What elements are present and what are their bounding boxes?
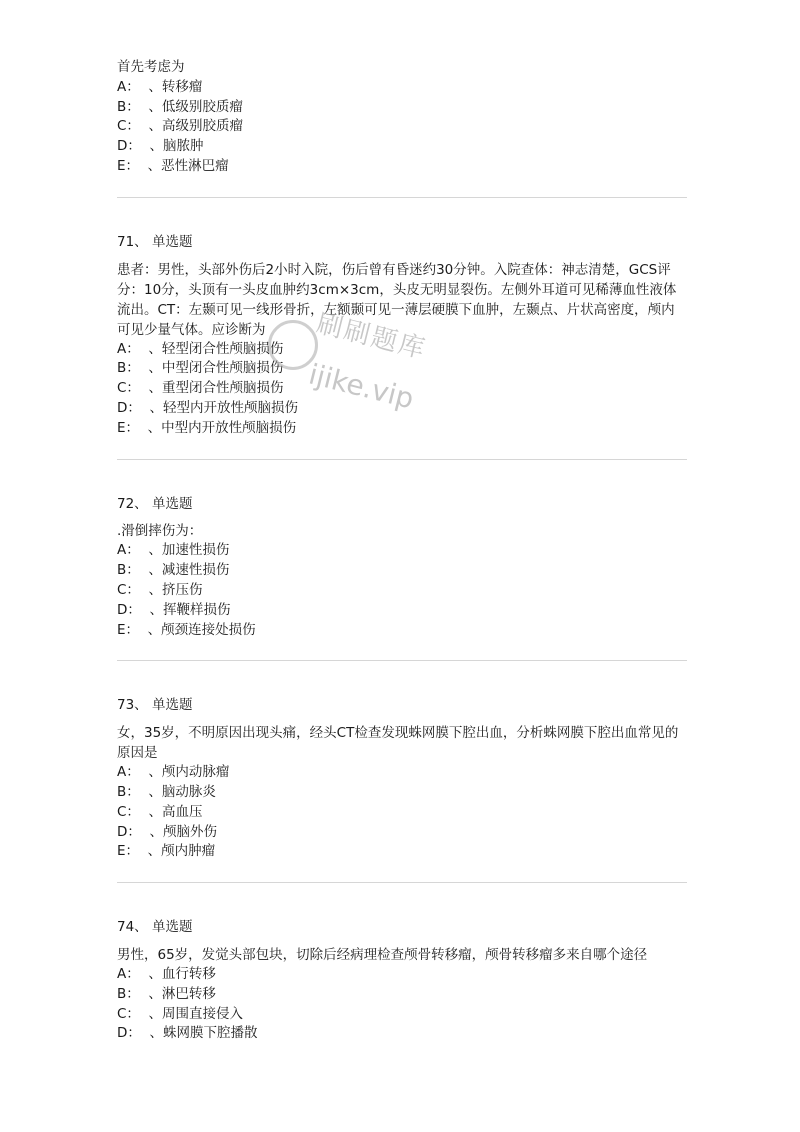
question-74 <box>117 918 687 1044</box>
question-header: 73、 单选题 <box>117 697 193 714</box>
option-b[interactable]: B： 、淋巴转移 <box>117 985 216 1002</box>
option-d[interactable]: D： 、轻型内开放性颅脑损伤 <box>117 399 298 416</box>
option-e[interactable]: E： 、颅内肿瘤 <box>117 843 216 860</box>
option-a[interactable]: A： 、血行转移 <box>117 965 216 982</box>
watermark-text: 刷刷题库 <box>313 308 430 366</box>
option-d[interactable]: D： 、挥鞭样损伤 <box>117 601 231 618</box>
option-c[interactable]: C： 、重型闭合性颅脑损伤 <box>117 380 284 397</box>
option-d[interactable]: D： 、蛛网膜下腔播散 <box>117 1025 258 1042</box>
option-c[interactable]: C： 、高血压 <box>117 803 203 820</box>
option-e[interactable]: E： 、颅颈连接处损伤 <box>117 621 256 638</box>
option-b[interactable]: B： 、减速性损伤 <box>117 562 230 579</box>
option-b[interactable]: B： 、中型闭合性颅脑损伤 <box>117 360 284 377</box>
option-a[interactable]: A： 、轻型闭合性颅脑损伤 <box>117 340 284 357</box>
watermark-url: ijike.vip <box>305 357 418 416</box>
option-b[interactable]: B： 、脑动脉炎 <box>117 783 216 800</box>
option-a[interactable]: A： 、颅内动脉瘤 <box>117 764 230 781</box>
question-header: 74、 单选题 <box>117 919 193 936</box>
divider <box>117 459 687 460</box>
question-73 <box>117 696 687 862</box>
divider <box>117 882 687 883</box>
question-header: 72、 单选题 <box>117 495 193 512</box>
question-stem: 首先考虑为 <box>117 59 185 75</box>
option-e[interactable]: E： 、恶性淋巴瘤 <box>117 157 229 174</box>
option-a[interactable]: A： 、加速性损伤 <box>117 542 230 559</box>
option-c[interactable]: C： 、周围直接侵入 <box>117 1005 244 1022</box>
question-stem: 女，35岁，不明原因出现头痛，经头CT检查发现蛛网膜下腔出血，分析蛛网膜下腔出血常见的原因是 <box>117 725 679 762</box>
document-page <box>117 58 687 1044</box>
question-stem: 患者：男性，头部外伤后2小时入院，伤后曾有昏迷约30分钟。入院查体：神志清楚，GCS评分：10分，头顶有一头皮血肿约3cm×3cm，头皮无明显裂伤。左侧外耳道可见稀薄血性液体流出。CT：左颞可见一线形骨折，左额颞可见一薄层硬膜下血肿，左颞点、片状高密度，颅内可见少量气体。应诊断为 <box>117 261 677 338</box>
question-header: 71、 单选题 <box>117 233 193 250</box>
divider <box>117 197 687 198</box>
question-71 <box>117 233 687 439</box>
option-b[interactable]: B： 、低级别胶质瘤 <box>117 98 243 115</box>
divider <box>117 660 687 661</box>
previous-question-tail <box>117 58 687 177</box>
question-stem: 男性，65岁，发觉头部包块，切除后经病理检查颅骨转移瘤，颅骨转移瘤多来自哪个途径 <box>117 946 648 963</box>
option-d[interactable]: D： 、脑脓肿 <box>117 138 204 155</box>
option-a[interactable]: A： 、转移瘤 <box>117 78 203 95</box>
question-stem: .滑倒摔伤为： <box>117 523 203 540</box>
option-e[interactable]: E： 、中型内开放性颅脑损伤 <box>117 419 297 436</box>
option-c[interactable]: C： 、高级别胶质瘤 <box>117 118 244 135</box>
question-72 <box>117 495 687 641</box>
option-d[interactable]: D： 、颅脑外伤 <box>117 823 217 840</box>
option-c[interactable]: C： 、挤压伤 <box>117 581 203 598</box>
